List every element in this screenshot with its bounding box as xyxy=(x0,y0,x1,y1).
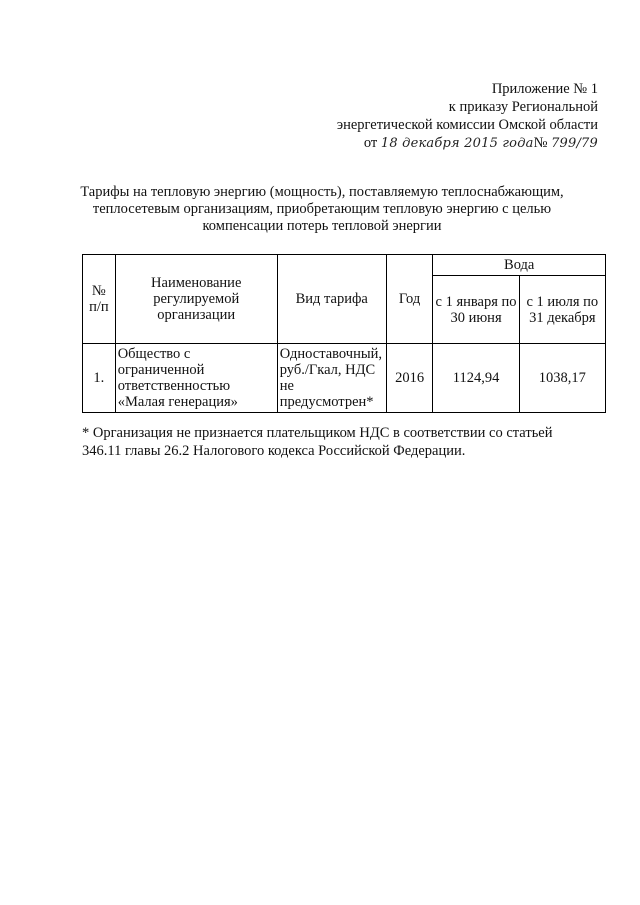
cell-period-2: 1038,17 xyxy=(519,344,605,413)
appendix-title: Приложение № 1 xyxy=(491,81,598,97)
table-header-row xyxy=(83,255,606,276)
handwritten-date: 18 декабря 2015 года xyxy=(380,136,534,151)
document-title xyxy=(72,184,572,235)
footnote-line-1: * Организация не признается плательщиком НДС в соответствии со статьей xyxy=(82,425,553,441)
handwritten-number: 799/79 xyxy=(551,136,598,151)
header-period-2: с 1 июля по 31 декабря xyxy=(519,276,605,344)
appendix-header xyxy=(278,80,598,153)
header-name: Наименование регулируемой организации xyxy=(115,255,277,344)
cell-type: Одноставочный, руб./Гкал, НДС не предусмотрен* xyxy=(277,344,386,413)
title-line-2: теплосетевым организациям, приобретающим тепловую энергию с целью xyxy=(92,201,552,217)
appendix-date-line xyxy=(278,134,598,153)
date-prefix: от xyxy=(363,135,378,151)
header-year: Год xyxy=(386,255,433,344)
cell-period-1: 1124,94 xyxy=(433,344,519,413)
header-water: Вода xyxy=(433,255,606,276)
cell-num: 1. xyxy=(83,344,116,413)
header-period-1: с 1 января по 30 июня xyxy=(433,276,519,344)
cell-name: Общество с ограниченной ответственностью «Малая генерация» xyxy=(115,344,277,413)
title-line-3: компенсации потерь тепловой энергии xyxy=(202,218,442,234)
footnote xyxy=(82,424,582,460)
header-num: № п/п xyxy=(83,255,116,344)
number-prefix: № xyxy=(533,135,548,151)
tariffs-table xyxy=(82,254,606,413)
table-row xyxy=(83,344,606,413)
footnote-line-2: 346.11 главы 26.2 Налогового кодекса Российской Федерации. xyxy=(82,443,466,459)
header-type: Вид тарифа xyxy=(277,255,386,344)
appendix-order-ref: к приказу Региональной xyxy=(448,99,598,115)
appendix-commission: энергетической комиссии Омской области xyxy=(336,117,598,133)
title-line-1: Тарифы на тепловую энергию (мощность), поставляемую теплоснабжающим, xyxy=(80,184,564,200)
cell-year: 2016 xyxy=(386,344,433,413)
